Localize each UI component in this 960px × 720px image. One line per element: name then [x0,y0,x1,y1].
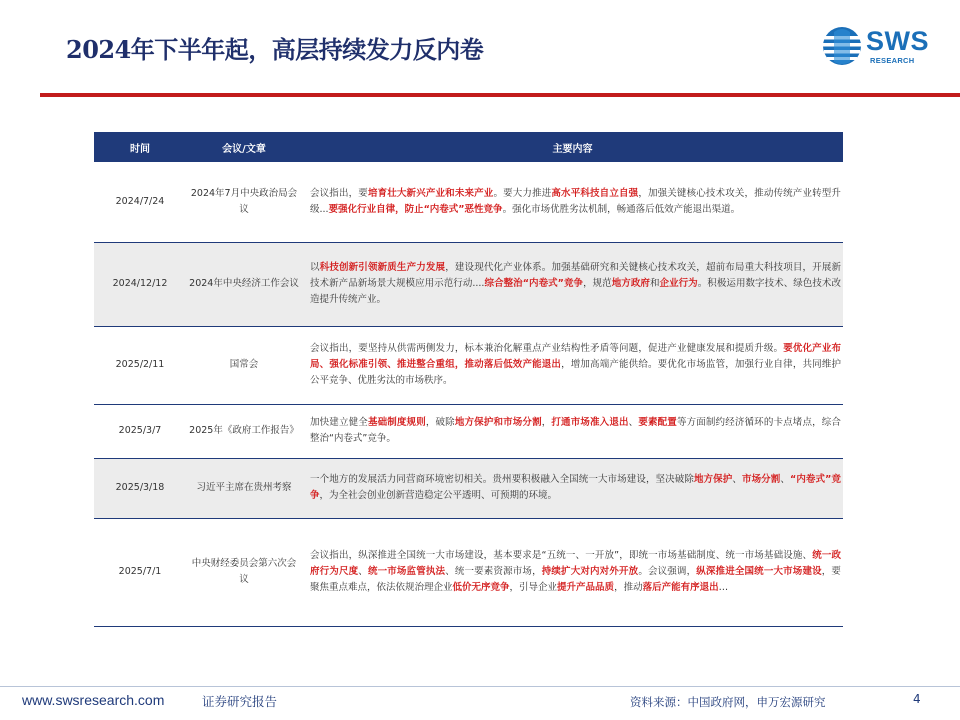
content-text: 加快建立健全 [310,417,368,428]
table-header-row [94,132,843,162]
content-text: ，为全社会创业创新营造稳定公平透明、可预期的环境。 [319,490,558,501]
content-text: 会议指出，纵深推进全国统一大市场建设，基本要求是“五统一、一开放”，即统一市场基础制度、统一市场基础设施、 [310,550,813,561]
highlighted-text: 基础制度规则 [367,417,426,428]
row-meeting: 2025年《政府工作报告》 [186,404,302,458]
content-text: 、 [358,566,368,577]
footer-divider [0,686,960,687]
row-content [302,518,843,626]
policy-table [94,132,843,627]
content-text: 会议指出，要坚持从供需两侧发力，标本兼治化解重点产业结构性矛盾等问题，促进产业健康发展和提质升级。 [310,343,784,354]
highlighted-text: 综合整治“内卷式”竞争 [484,278,584,289]
row-meeting: 国常会 [186,326,302,404]
content-text: ，增加高端产能供给。要优化市场监管，加强行业自律，共同维护公平竞争、优胜劣汰的市场秩序。 [310,359,841,386]
header-divider [40,93,960,97]
content-text: 等方面制约经济循环的卡点堵点，综合整治“内卷式”竞争。 [310,417,841,444]
table-row [94,518,843,626]
content-text: 会议指出，要 [310,187,368,199]
page-number: 4 [913,692,921,706]
row-meeting: 习近平主席在贵州考察 [186,458,302,518]
page-title: 2024年下半年起，高层持续发力反内卷 [66,35,484,64]
row-date: 2024/12/12 [94,242,186,326]
highlighted-text: 地方保护和市场分割 [454,417,542,428]
content-text: ， [541,417,552,428]
highlighted-text: 落后产能有序退出 [642,582,719,593]
table-row [94,458,843,518]
row-date: 2025/3/18 [94,458,186,518]
content-text: 、 [780,474,790,485]
content-text: 、 [628,417,639,428]
highlighted-text: 科技创新引领新质生产力发展 [319,262,446,273]
highlighted-text: 打通市场准入退出 [551,417,629,428]
content-text: 。强化市场优胜劣汰机制，畅通落后低效产能退出渠道。 [502,203,741,215]
content-text: 、 [732,474,742,485]
content-text: 和 [649,278,660,289]
logo-subtitle: RESEARCH [870,56,915,65]
highlighted-text: 要优化产业布局、强化标准引领、推进整合重组，推动落后低效产能退出 [310,343,841,370]
highlighted-text: 统一市场监管执法 [367,566,446,577]
content-text: 。积极运用数字技术、绿色技术改造提升传统产业。 [310,278,841,305]
highlighted-text: 要强化行业自律，防止“内卷式”恶性竞争 [328,203,503,215]
footer-report-label: 证券研究报告 [202,694,278,709]
content-text: 。会议强调， [638,566,697,577]
column-header-content: 主要内容 [302,132,843,162]
highlighted-text: 持续扩大对内对外开放 [541,566,639,577]
logo-wordmark: SWS [866,26,930,56]
row-content [302,404,843,458]
row-content [302,326,843,404]
content-text: 以 [310,262,320,273]
row-content [302,458,843,518]
content-text: 一个地方的发展活力同营商环境密切相关。贵州要积极融入全国统一大市场建设，坚决破除 [310,474,694,485]
row-content [302,242,843,326]
highlighted-text: “内卷式”竞争 [310,474,841,501]
column-header-date: 时间 [94,132,186,162]
row-content [302,162,843,242]
content-text: … [718,582,729,593]
table-row [94,326,843,404]
highlighted-text: 统一政府行为尺度 [310,550,841,577]
table-row [94,242,843,326]
highlighted-text: 地方保护 [693,474,733,485]
highlighted-text: 企业行为 [659,278,698,289]
highlighted-text: 低价无序竞争 [452,582,510,593]
row-date: 2025/2/11 [94,326,186,404]
content-text: ，推动 [614,582,643,593]
content-text: ，破除 [425,417,455,428]
content-text: ，规范 [583,278,612,289]
highlighted-text: 提升产品品质 [557,582,615,593]
content-text: ，引导企业 [509,582,558,593]
row-meeting: 2024年7月中央政治局会议 [186,162,302,242]
footer-website-link[interactable]: www.swsresearch.com [22,692,165,708]
content-text: 、统一要素资源市场， [445,566,542,577]
row-meeting: 中央财经委员会第六次会议 [186,518,302,626]
row-date: 2024/7/24 [94,162,186,242]
highlighted-text: 高水平科技自立自强 [551,187,639,199]
highlighted-text: 要素配置 [638,417,677,428]
highlighted-text: 地方政府 [611,278,650,289]
highlighted-text: 市场分割 [741,474,781,485]
logo-globe-icon [820,22,864,70]
content-text: ，建设现代化产业体系。加强基础研究和关键核心技术攻关，超前布局重大科技项目，开展新技术新产品新场景大规模应用示范行动.... [310,262,841,289]
content-text: ，加强关键核心技术攻关，推动传统产业转型升级... [310,187,841,215]
row-date: 2025/3/7 [94,404,186,458]
table-row [94,404,843,458]
content-text: ，要聚焦重点难点，依法依规治理企业 [310,566,841,593]
sws-logo [820,22,940,72]
row-date: 2025/7/1 [94,518,186,626]
content-text: 。要大力推进 [493,187,552,199]
footer-source-note: 资料来源：中国政府网，申万宏源研究 [630,695,826,709]
column-header-meeting: 会议/文章 [186,132,302,162]
row-meeting: 2024年中央经济工作会议 [186,242,302,326]
highlighted-text: 纵深推进全国统一大市场建设 [696,566,822,577]
highlighted-text: 培育壮大新兴产业和未来产业 [367,187,494,199]
table-row [94,162,843,242]
